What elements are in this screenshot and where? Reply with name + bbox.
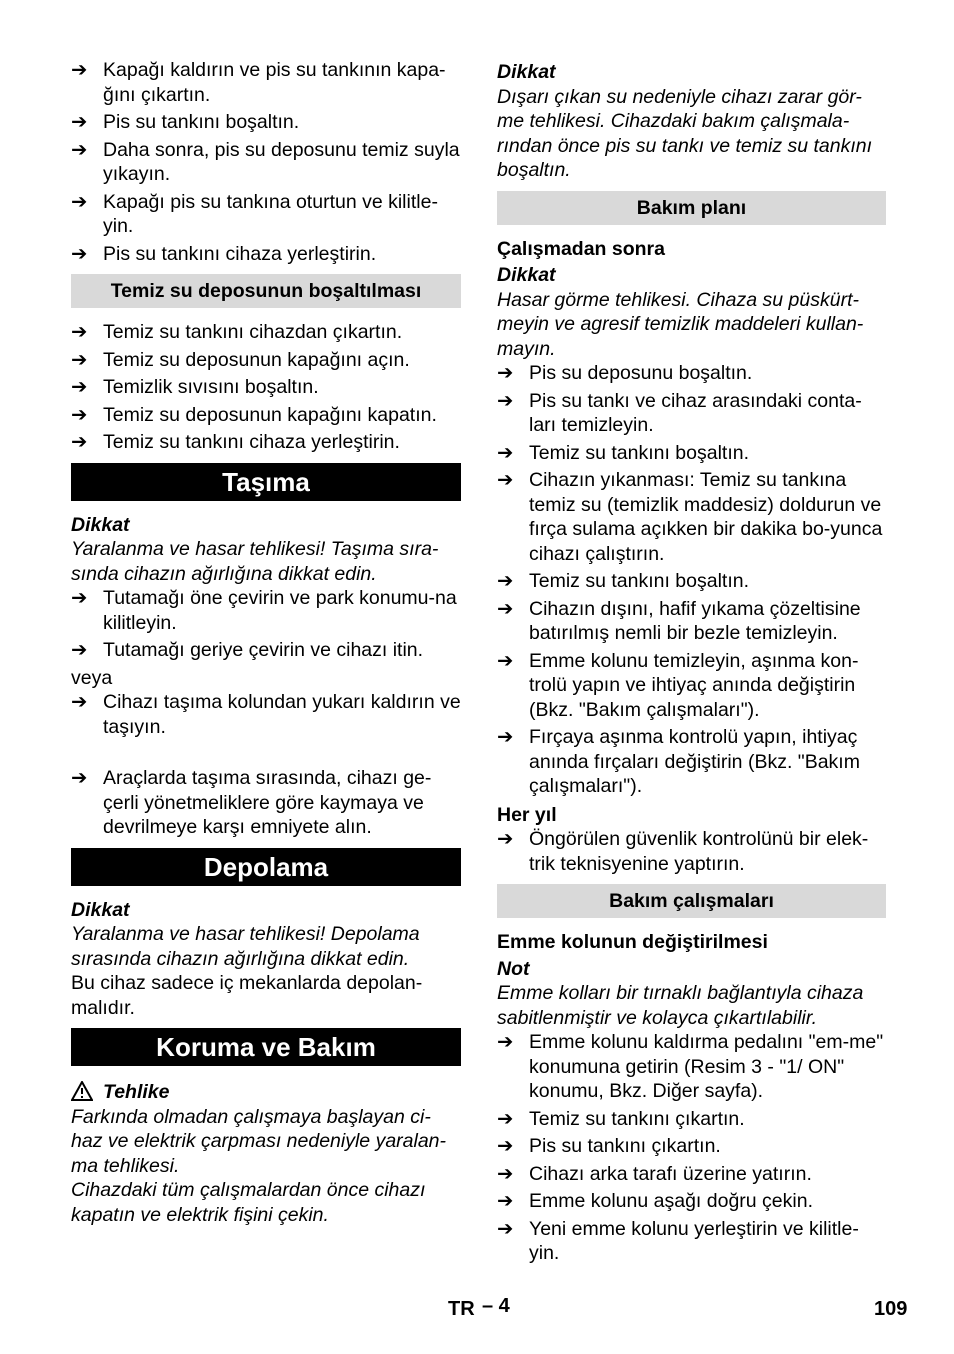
- list-item: [497, 468, 886, 566]
- arrow-bullet-icon: ➔: [497, 649, 514, 672]
- list-item: [71, 190, 461, 239]
- list-item: [71, 375, 461, 400]
- clean-tank-bullet-list: [71, 320, 461, 455]
- list-item: [497, 1217, 886, 1266]
- list-item: [71, 58, 461, 107]
- yearly-bullet-list: [497, 827, 886, 876]
- list-item: [71, 403, 461, 428]
- list-item-text: Pis su tankını cihaza yerleştirin.: [103, 242, 377, 265]
- storage-info-text: Bu cihaz sadece iç mekanlarda depolan-malıdır.: [71, 972, 423, 1019]
- arrow-bullet-icon: ➔: [71, 767, 88, 789]
- attention-label: Dikkat: [497, 61, 556, 83]
- footer-page-number: 109: [874, 1298, 908, 1320]
- list-item-text: Yeni emme kolunu yerleştirin ve kilitle-yin.: [529, 1217, 859, 1264]
- list-item: [497, 1030, 886, 1104]
- arrow-bullet-icon: ➔: [497, 828, 514, 850]
- arrow-bullet-icon: ➔: [497, 441, 514, 464]
- list-item: [71, 320, 461, 345]
- clean-tank-heading: Temiz su deposunun boşaltılması: [71, 274, 461, 308]
- list-item: [497, 361, 886, 386]
- list-item: [71, 586, 461, 635]
- arrow-bullet-icon: ➔: [497, 1107, 514, 1130]
- maintenance-works-heading: Bakım çalışmaları: [497, 884, 886, 918]
- arrow-bullet-icon: ➔: [71, 376, 88, 398]
- right-column: [497, 58, 886, 1269]
- maintenance-plan-heading: Bakım planı: [497, 191, 886, 225]
- care-heading: Koruma ve Bakım: [71, 1028, 461, 1066]
- list-item-text: Temiz su deposunun kapağını açın.: [103, 348, 410, 371]
- list-item-text: Emme kolunu temizleyin, aşınma kon-trolü yapın ve ihtiyaç anında değiştirin (Bkz. "Bakım çalışmaları").: [529, 649, 859, 721]
- list-item-text: Cihazın yıkanması: Temiz su tankına temiz su (temizlik maddesiz) doldurun ve fırça sulama açıkken bir dakika bo-yunca cihazı çalıştırın.: [529, 469, 883, 565]
- arrow-bullet-icon: ➔: [497, 1135, 514, 1157]
- after-work-warning-text: Hasar görme tehlikesi. Cihaza su püskürt-meyin ve agresif temizlik maddeleri kullan-mayın.: [497, 288, 864, 360]
- list-item: [497, 441, 886, 466]
- arrow-bullet-icon: ➔: [497, 570, 514, 592]
- transport-heading: Taşıma: [71, 463, 461, 501]
- list-item-text: Temiz su deposunun kapağını kapatın.: [103, 403, 437, 426]
- list-item-text: Cihazı taşıma kolundan yukarı kaldırın ve taşıyın.: [103, 691, 461, 738]
- transport-or-text: veya: [71, 666, 113, 689]
- transport-caution-label: Dikkat: [71, 513, 130, 536]
- list-item-text: Kapağı pis su tankına oturtun ve kilitle-yin.: [103, 190, 438, 237]
- arrow-bullet-icon: ➔: [497, 362, 514, 384]
- list-item-text: Tutamağı geriye çevirin ve cihazı itin.: [103, 639, 424, 661]
- arrow-bullet-icon: ➔: [71, 138, 88, 161]
- arrow-bullet-icon: ➔: [71, 348, 88, 371]
- list-item: [71, 430, 461, 455]
- arrow-bullet-icon: ➔: [71, 242, 88, 265]
- list-item-text: Temiz su tankını cihaza yerleştirin.: [103, 431, 400, 453]
- list-item: [497, 1189, 886, 1214]
- list-item: [497, 1134, 886, 1159]
- list-item: [71, 348, 461, 373]
- after-work-caution-label: Dikkat: [497, 264, 556, 286]
- list-item-text: Tutamağı öne çevirin ve park konumu-na kilitleyin.: [103, 587, 457, 634]
- storage-warning-text: Yaralanma ve hasar tehlikesi! Depolama sırasında cihazın ağırlığına dikkat edin.: [71, 923, 420, 970]
- arrow-bullet-icon: ➔: [71, 691, 88, 713]
- intro-bullet-list: [71, 58, 461, 266]
- list-item-text: Daha sonra, pis su deposunu temiz suyla yıkayın.: [103, 138, 460, 185]
- list-item-text: Cihazın dışını, hafif yıkama çözeltisine batırılmış nemli bir bezle temizleyin.: [529, 597, 861, 644]
- danger-label-row: [71, 1078, 461, 1105]
- note-label: Not: [497, 957, 530, 980]
- arrow-bullet-icon: ➔: [71, 59, 88, 81]
- list-item-text: Fırçaya aşınma kontrolü yapın, ihtiyaç anında fırçaları değiştirin (Bkz. "Bakım çalışmaları").: [529, 726, 860, 797]
- danger-text-1: Farkında olmadan çalışmaya başlayan ci-haz ve elektrik çarpması nedeniyle yaralan-ma tehlikesi.: [71, 1105, 447, 1177]
- arrow-bullet-icon: ➔: [497, 389, 514, 412]
- arrow-bullet-icon: ➔: [71, 431, 88, 453]
- arrow-bullet-icon: ➔: [497, 1162, 514, 1185]
- list-item-text: Pis su tankını boşaltın.: [103, 111, 300, 133]
- list-item-text: Öngörülen güvenlik kontrolünü bir elek-trik teknisyenine yaptırın.: [529, 828, 869, 875]
- list-item-text: Temiz su tankını çıkartın.: [529, 1107, 745, 1130]
- list-item: [71, 766, 461, 840]
- list-item: [71, 242, 461, 267]
- list-item-text: Pis su tankını çıkartın.: [529, 1135, 721, 1157]
- list-item: [497, 649, 886, 723]
- danger-text-2: Cihazdaki tüm çalışmalardan önce cihazı kapatın ve elektrik fişini çekin.: [71, 1179, 426, 1226]
- list-item-text: Pis su tankı ve cihaz arasındaki conta-ları temizleyin.: [529, 389, 862, 436]
- arrow-bullet-icon: ➔: [497, 1031, 514, 1053]
- storage-caution-label: Dikkat: [71, 898, 130, 921]
- storage-heading: Depolama: [71, 848, 461, 886]
- arrow-bullet-icon: ➔: [71, 190, 88, 213]
- footer-language: TR: [448, 1298, 475, 1320]
- list-item-text: Emme kolunu aşağı doğru çekin.: [529, 1190, 813, 1212]
- list-item: [497, 725, 886, 799]
- after-work-bullet-list: [497, 361, 886, 799]
- danger-label: Tehlike: [103, 1081, 170, 1103]
- list-item-text: Temiz su tankını boşaltın.: [529, 441, 750, 464]
- replace-suction-arm-heading: Emme kolunun değiştirilmesi: [497, 931, 768, 953]
- list-item: [71, 110, 461, 135]
- list-item-text: Temiz su tankını cihazdan çıkartın.: [103, 321, 403, 343]
- list-item: [497, 389, 886, 438]
- list-item: [497, 597, 886, 646]
- list-item-text: Temiz su tankını boşaltın.: [529, 570, 750, 592]
- arrow-bullet-icon: ➔: [71, 111, 88, 133]
- arrow-bullet-icon: ➔: [71, 321, 88, 343]
- list-item: [71, 638, 461, 663]
- note-text: Emme kolları bir tırnaklı bağlantıyla cihaza sabitlenmiştir ve kolayca çıkartılabilir.: [497, 982, 864, 1029]
- arrow-bullet-icon: ➔: [71, 587, 88, 609]
- list-item-text: Kapağı kaldırın ve pis su tankının kapa-ğını çıkartın.: [103, 59, 446, 106]
- list-item: [497, 1162, 886, 1187]
- transport-bullet-list-c: [71, 766, 461, 840]
- list-item: [497, 1107, 886, 1132]
- arrow-bullet-icon: ➔: [497, 469, 514, 491]
- transport-bullet-list-a: [71, 586, 461, 663]
- arrow-bullet-icon: ➔: [497, 1217, 514, 1240]
- list-item-text: Pis su deposunu boşaltın.: [529, 362, 753, 384]
- transport-bullet-list-b: [71, 690, 461, 739]
- warning-triangle-icon: [71, 1081, 93, 1101]
- list-item-text: Araçlarda taşıma sırasında, cihazı ge-çerli yönetmeliklere göre kaymaya ve devrilmeye karşı emniyete alın.: [103, 767, 432, 838]
- after-work-heading: Çalışmadan sonra: [497, 237, 665, 260]
- left-column: [71, 58, 461, 1227]
- arrow-bullet-icon: ➔: [71, 403, 88, 426]
- yearly-heading: Her yıl: [497, 803, 557, 826]
- list-item: [71, 690, 461, 739]
- arrow-bullet-icon: ➔: [497, 597, 514, 620]
- list-item: [497, 827, 886, 876]
- replace-bullet-list: [497, 1030, 886, 1266]
- arrow-bullet-icon: ➔: [71, 639, 88, 661]
- attention-text: Dışarı çıkan su nedeniyle cihazı zarar gör-me tehlikesi. Cihazdaki bakım çalışmala-rından önce pis su tankı ve temiz su tankını boşaltın.: [497, 85, 873, 181]
- list-item: [71, 138, 461, 187]
- list-item: [497, 569, 886, 594]
- list-item-text: Temizlik sıvısını boşaltın.: [103, 376, 319, 398]
- arrow-bullet-icon: ➔: [497, 726, 514, 748]
- footer-section: – 4: [482, 1295, 510, 1317]
- transport-warning-text: Yaralanma ve hasar tehlikesi! Taşıma sıra-sında cihazın ağırlığına dikkat edin.: [71, 538, 439, 585]
- list-item-text: Cihazı arka tarafı üzerine yatırın.: [529, 1162, 812, 1185]
- list-item-text: Emme kolunu kaldırma pedalını "em-me" konumuna getirin (Resim 3 - "1/ ON" konumu, Bkz. Diğer sayfa).: [529, 1031, 884, 1102]
- arrow-bullet-icon: ➔: [497, 1190, 514, 1212]
